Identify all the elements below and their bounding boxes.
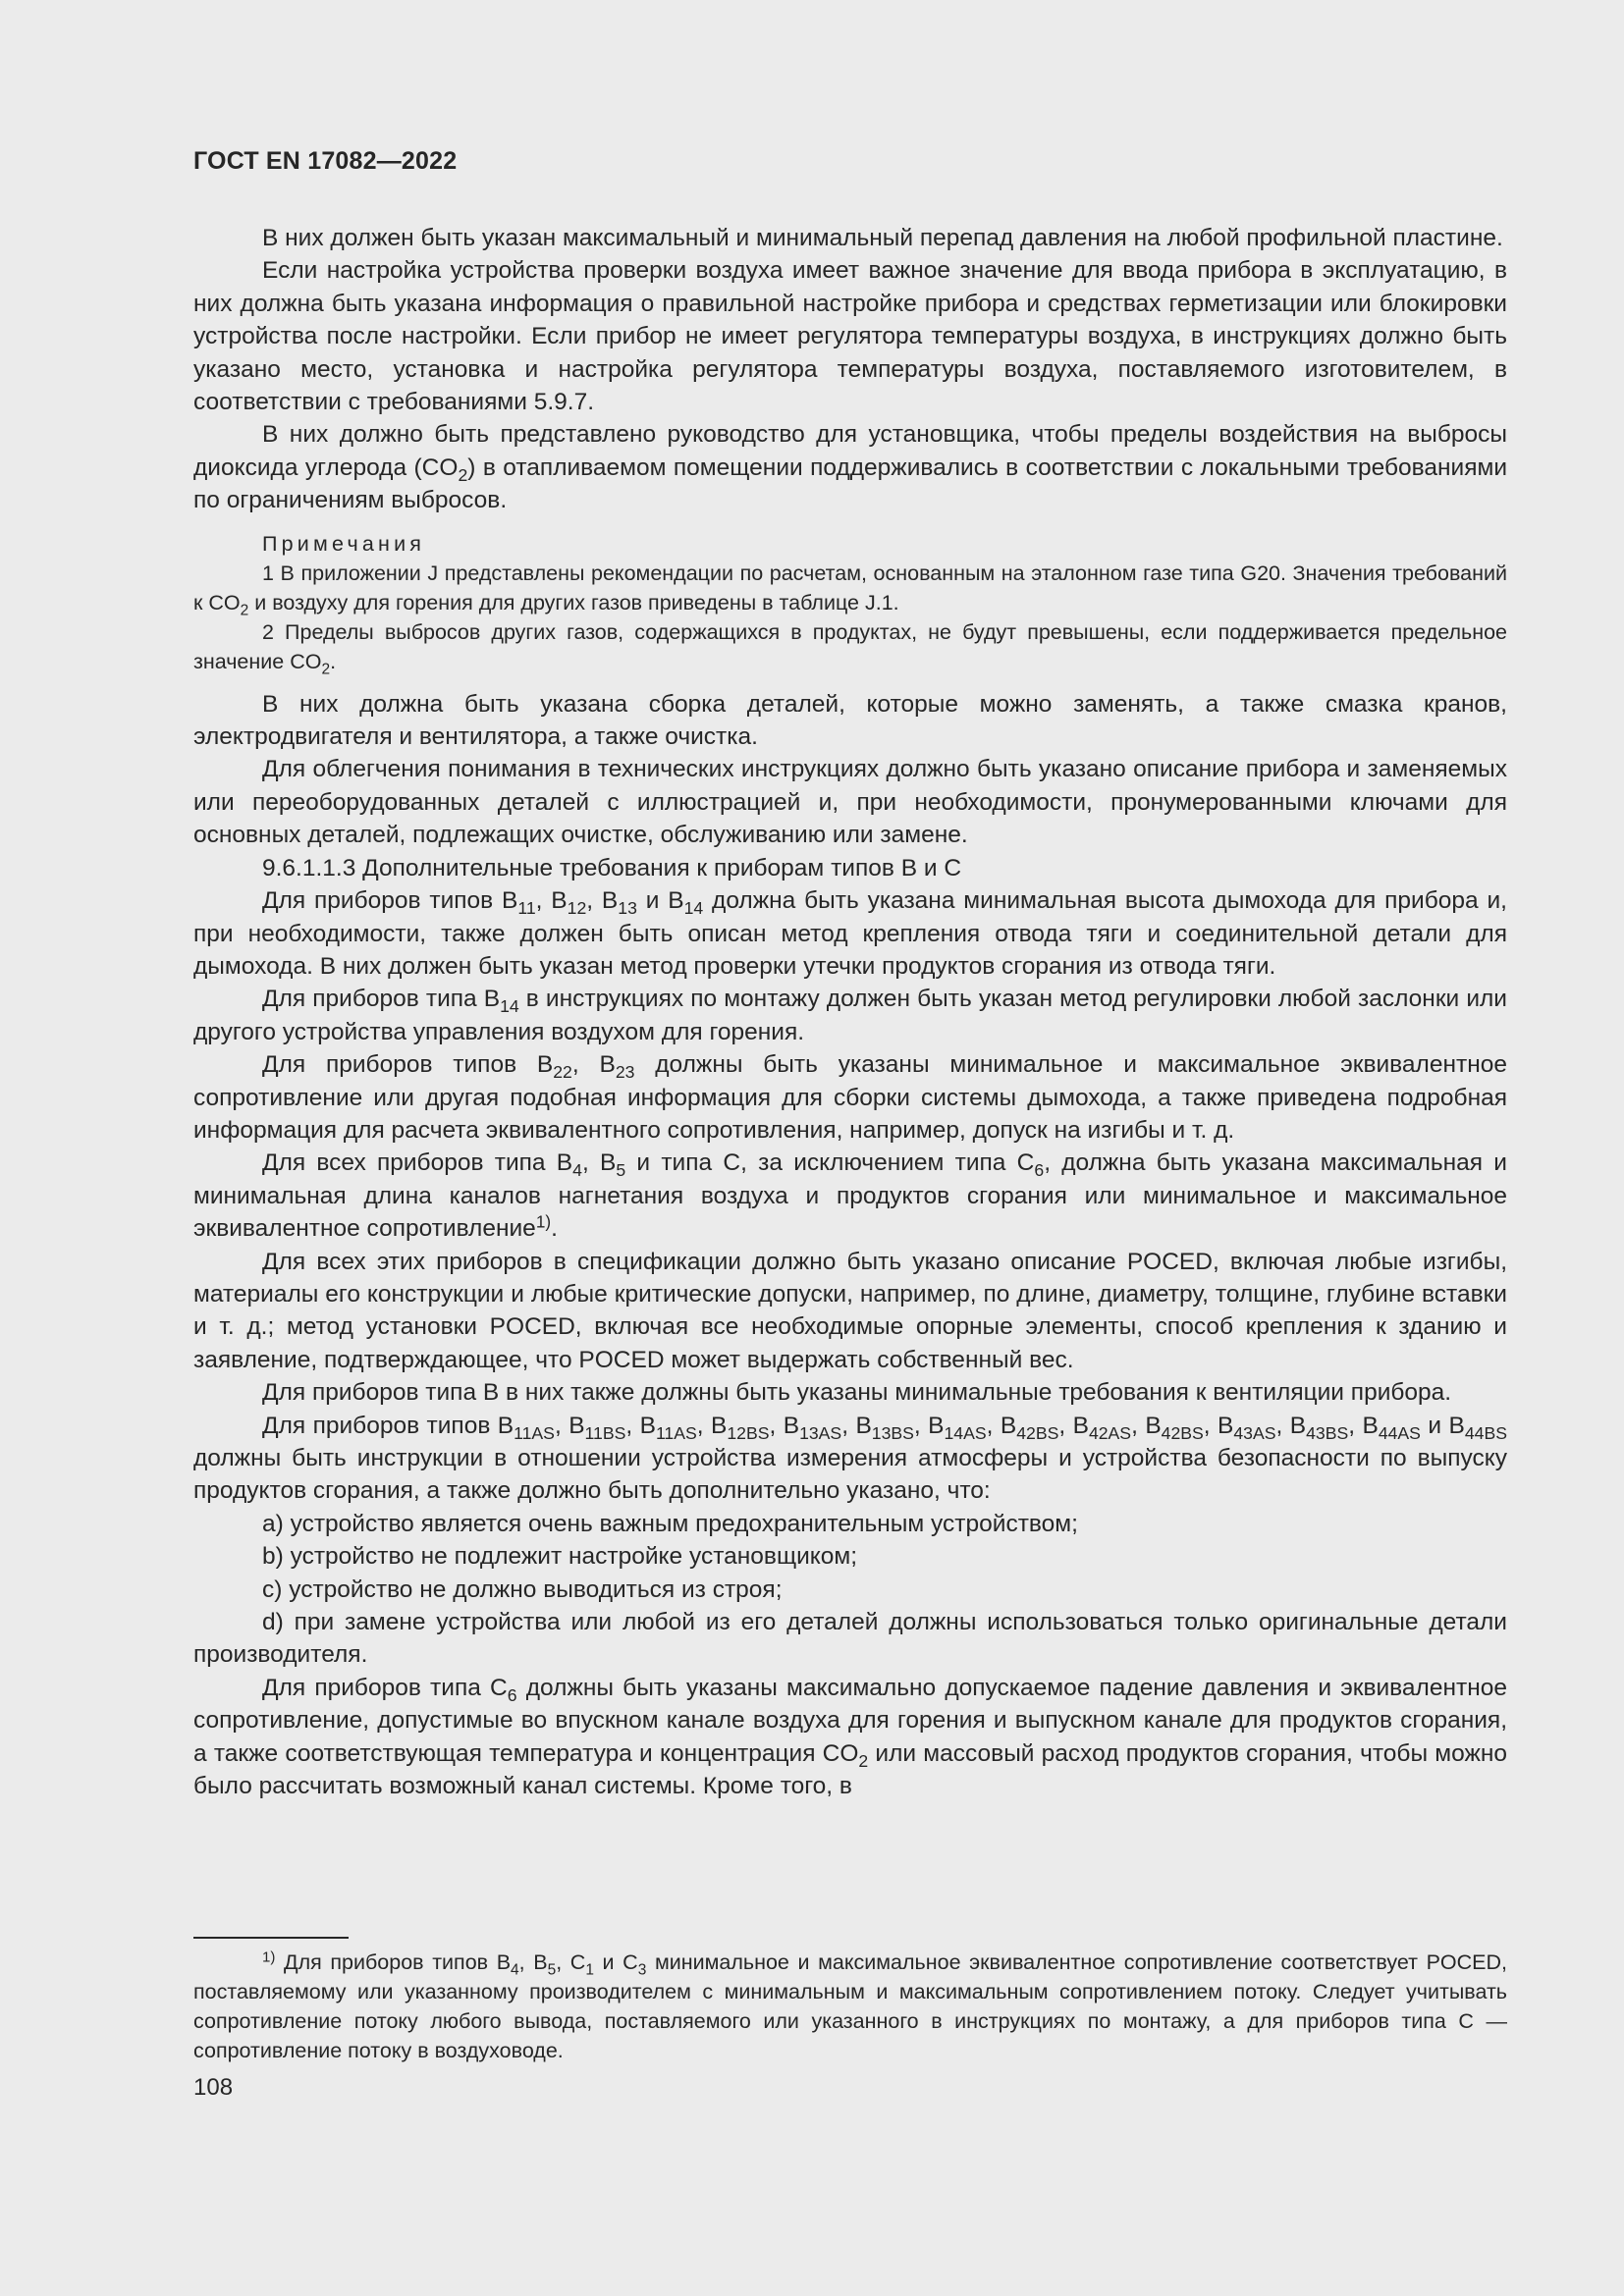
appliance-type: B (1289, 1412, 1307, 1439)
notes-block (193, 529, 1507, 676)
paragraph: Для приборов типа $B_{14}$ в инструкциях по монтажу должен быть указан метод регулировки любой заслонки или другого устройства управления воздухом для горения. (193, 986, 1507, 1045)
list-item: c) устройство не должно выводиться из строя; (262, 1575, 783, 1603)
section-heading: 9.6.1.1.3 Дополнительные требования к приборам типов B и C (262, 854, 962, 881)
appliance-type: B (928, 1412, 945, 1439)
appliance-type: B (1218, 1412, 1234, 1439)
footnote-divider (193, 1937, 349, 1939)
appliance-type: B (639, 1412, 656, 1439)
appliance-type: B (1145, 1412, 1162, 1439)
appliance-type: B (711, 1412, 728, 1439)
paragraph: Для приборов типов $B_{11}$, $B_{12}$, $B_{13}$ и $B_{14}$ должна быть указана минимальная высота дымохода для прибора и, при необходимости, также должен быть описан метод крепления отвода тяги и соединительной детали для дымохода. В них должен быть указан метод проверки утечки продуктов сгорания из отвода тяги. (193, 887, 1507, 980)
appliance-type: B (497, 1412, 514, 1439)
footnote-marker: 1) (262, 1949, 276, 1966)
footnote-reference[interactable]: 1) (535, 1211, 552, 1232)
appliance-type: B (855, 1412, 872, 1439)
paragraph: В них должна быть указана сборка деталей, которые можно заменять, а также смазка кранов, электродвигателя и вентилятора, а также очистка. (193, 690, 1507, 751)
appliance-type: B (568, 1412, 585, 1439)
paragraph: В них должен быть указан максимальный и минимальный перепад давления на любой профильной пластине. (262, 225, 1503, 251)
appliance-type: B (1362, 1412, 1379, 1439)
appliance-type: B (1448, 1412, 1465, 1439)
footnote: $^{1)}$ Для приборов типов $B_4$, $B_5$, $C_1$ и $C_3$ минимальное и максимальное эквивалентное сопротивление соответствует POCED, поставляемому или указанному производителем с минимальным и максимальным сопротивлением потоку. Следует учитывать сопротивление потоку любого вывода, поставляемого или указанного в инструкциях по монтажу, а для приборов типа C — сопротивление потоку в воздуховоде. (193, 1949, 1508, 2062)
paragraph: Для приборов типа $C_6$ должны быть указаны максимально допускаемое падение давления и эквивалентное сопротивление, допустимые во впускном канале воздуха для горения и выпускном канале для продуктов сгорания, а также соответствующая температура и концентрация $CO_2$ или массовый расход продуктов сгорания, чтобы можно было рассчитать возможный канал системы. Кроме того, в (193, 1674, 1507, 1800)
note-item: 1 В приложении J представлены рекомендации по расчетам, основанным на эталонном газе типа G20. Значения требований к $CO_2$ и воздуху для горения для других газов приведены в таблице J.1. (193, 561, 1507, 619)
paragraph: Для приборов типа B в них также должны быть указаны минимальные требования к вентиляции прибора. (262, 1379, 1452, 1407)
paragraph: В них должно быть представлено руководство для установщика, чтобы пределы воздействия на выбросы диоксида углерода $(CO_2)$ в отапливаемом помещении поддерживались в соответствии с локальными требованиями по ограничениям выбросов. (193, 421, 1508, 514)
list-item: d) при замене устройства или любой из его деталей должны использоваться только оригинальные детали производителя. (193, 1609, 1507, 1669)
paragraph: Для облегчения понимания в технических инструкциях должно быть указано описание прибора и заменяемых или переоборудованных деталей с иллюстрацией и, при необходимости, пронумерованными ключами для основных деталей, подлежащих очистке, обслуживанию или замене. (193, 756, 1507, 849)
list-item: b) устройство не подлежит настройке установщиком; (262, 1543, 858, 1571)
paragraph: Для всех приборов типа $B_4$, $B_5$ и типа C, за исключением типа $C_6$, должна быть указана максимальная и минимальная длина каналов нагнетания воздуха и продуктов сгорания или минимальное и максимальное эквивалентное сопротивление$^{1)}$. (193, 1149, 1507, 1243)
note-item: 2 Пределы выбросов других газов, содержащихся в продуктах, не будут превышены, если поддерживается предельное значение $CO_2$. (193, 619, 1507, 678)
appliance-type: B (1072, 1412, 1089, 1439)
list-item: a) устройство является очень важным предохранительным устройством; (262, 1510, 1078, 1537)
appliance-type: B (783, 1412, 800, 1439)
paragraph: Для приборов типов $B_{11AS}$, $B_{11BS}$, $B_{11AS}$, $B_{12BS}$, $B_{13AS}$, $B_{13BS}$, $B_{14AS}$, $B_{42BS}$, $B_{42AS}$, $B_{42BS}$, $B_{43AS}$, $B_{43BS}$, $B_{44AS}$ и $B_{44BS}$ должны быть инструкции в отношении устройства измерения атмосферы и устройства безопасности по выпуску продуктов сгорания, а также должно быть дополнительно указано, что: (193, 1412, 1507, 1505)
document-header: ГОСТ EN 17082—2022 (193, 147, 458, 175)
appliance-type-list: $B_{11AS}$, $B_{11BS}$, $B_{11AS}$, $B_{12BS}$, $B_{13AS}$, $B_{13BS}$, $B_{14AS}$, $B_{42BS}$, $B_{42AS}$, $B_{42BS}$, $B_{43AS}$, $B_{43BS}$, $B_{44AS}$ и $B_{44BS}$ (497, 1412, 1507, 1443)
body-text (193, 222, 1507, 1802)
paragraph: Если настройка устройства проверки воздуха имеет важное значение для ввода прибора в эксплуатацию, в них должна быть указана информация о правильной настройке прибора и средствах герметизации или блокировки устройства после настройки. Если прибор не имеет регулятора температуры воздуха, в инструкциях должно быть указано место, установка и настройка регулятора температуры воздуха, поставляемого изготовителем, в соответствии с требованиями 5.9.7. (193, 257, 1507, 416)
paragraph: Для приборов типов $B_{22}$, $B_{23}$ должны быть указаны минимальное и максимальное эквивалентное сопротивление или другая подобная информация для сборки системы дымохода, а также приведена подробная информация для расчета эквивалентного сопротивления, например, допуск на изгибы и т. д. (193, 1051, 1507, 1144)
page-number: 108 (193, 2074, 234, 2101)
appliance-type: B (1000, 1412, 1017, 1439)
paragraph: Для всех этих приборов в спецификации должно быть указано описание POCED, включая любые изгибы, материалы его конструкции и любые критические допуски, например, по длине, диаметру, толщине, глубине вставки и т. д.; метод установки POCED, включая все необходимые опорные элементы, способ крепления к зданию и заявление, подтверждающее, что POCED может выдержать собственный вес. (193, 1248, 1507, 1373)
notes-title: Примечания (262, 531, 426, 556)
